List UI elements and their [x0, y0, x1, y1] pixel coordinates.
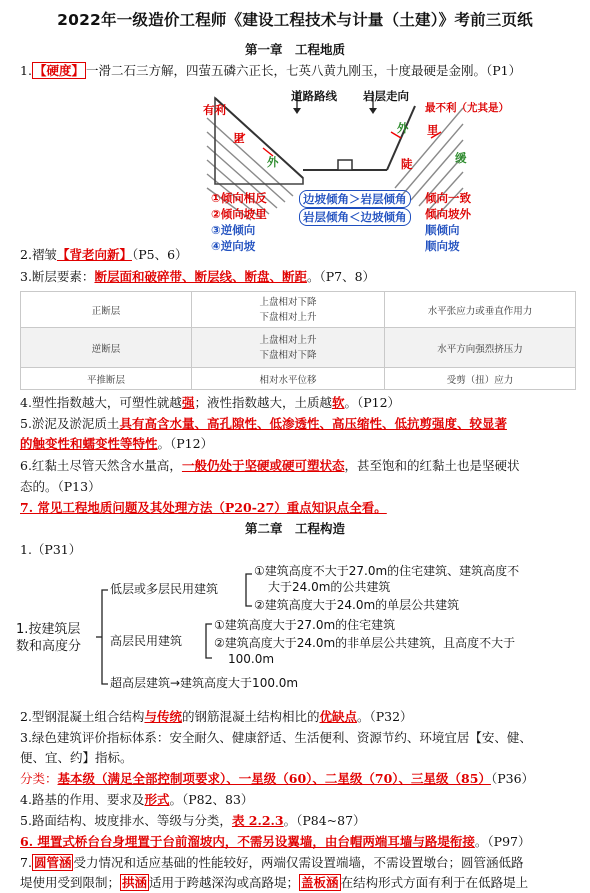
legend-left-3: ③逆倾向 — [211, 223, 256, 237]
silt-text: 5.淤泥及淤泥质土 — [20, 416, 120, 431]
red-clay-text: 6.红黏土尽管天然含水量高， — [20, 458, 182, 473]
fault-force-cell: 水平方向强烈挤压力 — [385, 328, 576, 368]
low-rise-label: 低层或多层民用建筑 — [110, 582, 219, 596]
arch-culvert-box: 拱涵 — [122, 875, 148, 890]
vehicle-icon — [338, 160, 352, 170]
super-high-rise-rule: 超高层建筑→建筑高度大于100.0m — [110, 676, 299, 690]
ch2-item7-line1 — [20, 852, 576, 873]
legend-right-3: 顺倾向 — [425, 223, 460, 237]
ch2-item5 — [20, 810, 576, 831]
ch1-item4 — [20, 392, 576, 413]
arch-culvert-text: 适用于跨越深沟或高路堤； — [149, 875, 300, 890]
ch2-item2 — [20, 706, 576, 727]
road-line-label: 道路路线 — [291, 89, 337, 103]
fault-elements-label: 3.断层要素： — [20, 269, 95, 284]
rock-strike-label: 岩层走向 — [363, 89, 409, 103]
rock-slope-figure — [203, 86, 509, 262]
ch1-item1 — [20, 60, 576, 81]
legend-left-2: ②倾向坡里 — [211, 207, 267, 221]
page-ref: 。（P82、83） — [169, 792, 254, 807]
high-rise-rule-2: ②建筑高度大于24.0m的非单层公共建筑，且高度不大于 — [214, 636, 516, 650]
subgrade-form: 形式 — [144, 792, 170, 807]
fault-move-cell — [192, 292, 385, 328]
legend-left-4: ④逆向坡 — [211, 239, 256, 253]
legend-right-4: 顺向坡 — [425, 239, 460, 253]
comparison-text: 的钢筋混凝土结构相比的 — [181, 709, 320, 724]
fold-page-ref: （P5、6） — [131, 247, 188, 262]
vs-traditional: 与传统 — [144, 709, 182, 724]
left-outer-label: 外 — [267, 155, 279, 169]
low-rise-rule-2: ②建筑高度大于24.0m的单层公共建筑 — [254, 598, 460, 612]
ch2-item3-line2: 便、宜、约】指标。 — [20, 750, 133, 765]
right-inner-label: 里 — [427, 123, 439, 137]
fault-type-table — [20, 291, 576, 390]
high-rise-rule-2-cont: 100.0m — [228, 652, 275, 666]
page-ref: 。（P12） — [344, 395, 401, 410]
legend-right-2: 倾向坡外 — [425, 207, 471, 221]
gentle-label: 缓 — [455, 151, 467, 165]
low-bracket — [246, 574, 252, 606]
ch1-item6-line1 — [20, 455, 576, 476]
high-bracket — [206, 624, 212, 658]
move-line: 上盘相对上升 — [259, 334, 317, 346]
ch1-item3 — [20, 266, 576, 287]
pipe-culvert-box: 圆管涵 — [33, 855, 72, 870]
document-title: 2022年一级造价工程师《建设工程技术与计量（土建）》考前三页纸 — [57, 11, 533, 29]
page-ref: 。（P84~87） — [283, 813, 366, 828]
silt-properties-cont: 的触变性和蠕变性等特性 — [20, 436, 158, 451]
pavement-text: 5.路面结构、坡度排水、等级与分类， — [20, 813, 232, 828]
classes-label: 分类： — [20, 771, 58, 786]
ch1-item5-line1 — [20, 413, 576, 434]
slab-culvert-box: 盖板涵 — [301, 875, 339, 890]
move-line: 上盘相对下降 — [259, 296, 317, 308]
subgrade-text: 4.路基的作用、要求及 — [20, 792, 145, 807]
item-number: 1. — [20, 63, 32, 78]
left-inner-label: 里 — [233, 131, 245, 145]
ch2-item7-line2 — [20, 872, 576, 893]
pros-cons: 优缺点 — [319, 709, 357, 724]
legend-mid-1: 边坡倾角＞岩层倾角 — [299, 190, 411, 208]
table-row — [21, 368, 576, 390]
liquidity-text: ；液性指数越大，土质越 — [194, 395, 332, 410]
steep-label: 陡 — [401, 157, 413, 171]
fault-move-cell: 相对水平位移 — [192, 368, 385, 390]
buried-abutment-note: 6. 埋置式桥台台身埋置于台前溜坡内，不需另设翼墙，由台帽两端耳墙与路堤衔接 — [20, 834, 475, 849]
table-row — [21, 292, 576, 328]
ch1-item5-line2 — [20, 433, 576, 454]
main-bracket — [102, 590, 108, 684]
red-clay-state: 一般仍处于坚硬或硬可塑状态 — [181, 458, 345, 473]
ch2-item4 — [20, 789, 576, 810]
ch2-item1: 1.（P31） — [20, 542, 82, 557]
hardness-mnemonic: 一滑二石三方解，四萤五磷六正长，七英八黄九刚玉，十度最硬是金刚。（P1） — [85, 63, 522, 78]
fault-page-ref: 。（P7、8） — [306, 269, 376, 284]
fault-name-cell: 逆断层 — [21, 328, 192, 368]
fault-name-cell: 平推断层 — [21, 368, 192, 390]
table-row — [21, 328, 576, 368]
ch1-item6-line2: 态的。（P13） — [20, 479, 101, 494]
building-classification-diagram — [16, 560, 586, 698]
chapter2-heading: 第二章 工程构造 — [244, 521, 345, 536]
ch2-item6 — [20, 831, 576, 852]
page-ref: 。（P32） — [356, 709, 413, 724]
steel-concrete-text: 2.型钢混凝土组合结构 — [20, 709, 145, 724]
culvert-text: 堤使用受到限制； — [20, 875, 121, 890]
slab-culvert-text: 在结构形式方面有利于在低路堤上 — [340, 875, 529, 890]
fault-move-cell — [192, 328, 385, 368]
geology-problems-note: 7. 常见工程地质问题及其处理方法（P20-27）重点知识点全看。 — [20, 500, 387, 515]
fault-force-cell: 水平张应力或垂直作用力 — [385, 292, 576, 328]
high-rise-label: 高层民用建筑 — [110, 634, 183, 648]
red-clay-text-cont: ，甚至饱和的红黏土也是坚硬状 — [344, 458, 520, 473]
favorable-label: 有利 — [203, 103, 226, 117]
move-line: 下盘相对上升 — [259, 311, 317, 323]
page-ref: 。（P12） — [157, 436, 214, 451]
legend-left-1: ①倾向相反 — [211, 191, 267, 205]
pipe-culvert-text: 受力情况和适应基础的性能较好，两端仅需设置端墙，不需设置墩台；圆管涵低路 — [73, 855, 524, 870]
fault-force-cell: 受剪（扭）应力 — [385, 368, 576, 390]
most-unfavorable-label: 最不利（尤其是） — [425, 102, 509, 114]
ch1-item2 — [20, 244, 576, 265]
page-ref: （P36） — [490, 771, 535, 786]
silt-properties: 具有高含水量、高孔隙性、低渗透性、高压缩性、低抗剪强度、较显著 — [119, 416, 507, 431]
high-rise-rule-1: ①建筑高度大于27.0m的住宅建筑 — [214, 618, 396, 632]
right-outer-label: 外 — [397, 121, 409, 135]
fault-name-cell: 正断层 — [21, 292, 192, 328]
liquidity-soft: 软 — [331, 395, 345, 410]
plasticity-text: 4.塑性指数越大，可塑性就越 — [20, 395, 182, 410]
fold-label: 2.褶皱 — [20, 247, 57, 262]
green-building-classes — [20, 768, 576, 789]
legend-mid-2: 岩层倾角＜边坡倾角 — [299, 208, 411, 226]
hardness-keyword-box: 【硬度】 — [33, 63, 84, 78]
item-number: 7. — [20, 855, 32, 870]
low-rise-rule-1: ①建筑高度不大于27.0m的住宅建筑、建筑高度不 — [254, 564, 520, 578]
page-ref: 。（P97） — [474, 834, 531, 849]
pavement-table-ref: 表 2.2.3 — [231, 813, 284, 828]
chapter1-heading: 第一章 工程地质 — [244, 42, 345, 57]
diagram-root-line2: 数和高度分 — [16, 639, 82, 654]
diagram-root-line1: 1.按建筑层 — [16, 622, 81, 637]
classes-values: 基本级（满足全部控制项要求）、一星级（60）、二星级（70）、三星级（85） — [57, 771, 491, 786]
fault-elements: 断层面和破碎带、断层线、断盘、断距 — [94, 269, 307, 284]
move-line: 下盘相对下降 — [259, 349, 317, 361]
fold-rule: 【背老向新】 — [56, 247, 132, 262]
legend-right-1: 倾向一致 — [425, 191, 471, 205]
ch1-item7 — [20, 497, 576, 518]
ch2-item3-line1: 3.绿色建筑评价指标体系：安全耐久、健康舒适、生活便利、资源节约、环境宜居【安、健、 — [20, 730, 532, 745]
low-rise-rule-1-cont: 大于24.0m的公共建筑 — [268, 580, 391, 594]
plasticity-strong: 强 — [181, 395, 195, 410]
